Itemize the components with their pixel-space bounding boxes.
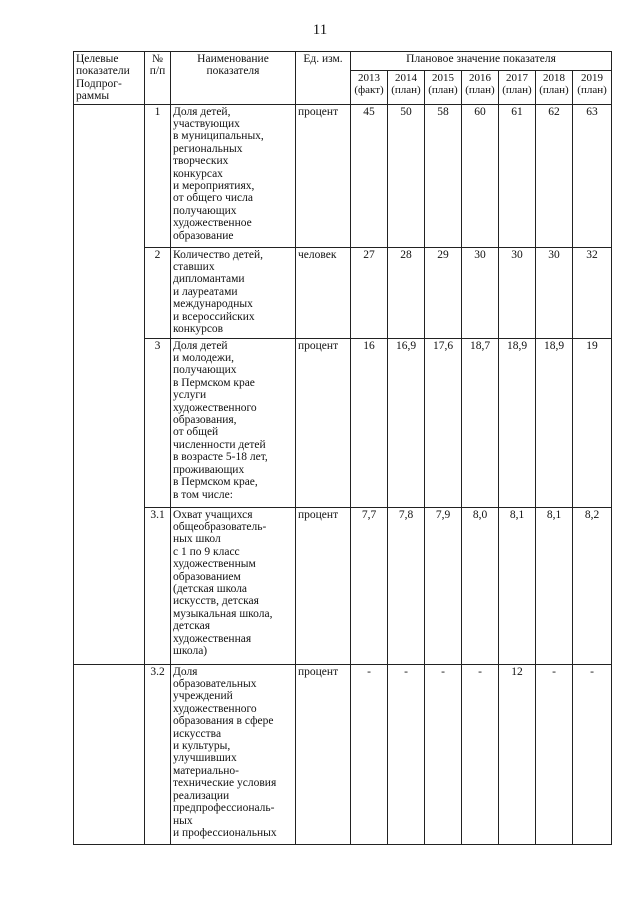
value-cell: 7,9 <box>425 507 462 664</box>
goal-cell-empty <box>74 664 145 844</box>
header-row-1 <box>74 52 612 71</box>
header-year: 2014 (план) <box>388 71 425 105</box>
indicator-unit: процент <box>296 507 351 664</box>
value-cell: 16,9 <box>388 338 425 507</box>
indicator-name: Доля детей и молодежи, получающих в Пермском крае услуги художественного образования, от общей численности детей в возрасте 5-18 лет, проживающих в Пермском крае, в том числе: <box>171 338 296 507</box>
value-cell: 18,9 <box>499 338 536 507</box>
value-cell: 8,1 <box>536 507 573 664</box>
value-cell: 30 <box>499 247 536 338</box>
table-row <box>74 664 612 844</box>
value-cell: 58 <box>425 104 462 247</box>
header-year: 2018 (план) <box>536 71 573 105</box>
header-goal: Целевые показатели Подпрог-раммы <box>74 52 145 105</box>
header-year: 2013 (факт) <box>351 71 388 105</box>
value-cell: 7,7 <box>351 507 388 664</box>
value-cell: - <box>388 664 425 844</box>
table-row <box>74 338 612 507</box>
value-cell: 8,1 <box>499 507 536 664</box>
page-number: 11 <box>312 22 328 38</box>
header-unit: Ед. изм. <box>296 52 351 105</box>
goal-cell-empty <box>74 104 145 664</box>
value-cell: 16 <box>351 338 388 507</box>
indicator-unit: процент <box>296 664 351 844</box>
header-year: 2016 (план) <box>462 71 499 105</box>
indicator-unit: процент <box>296 338 351 507</box>
row-number: 3 <box>145 338 171 507</box>
value-cell: 32 <box>573 247 612 338</box>
value-cell: 62 <box>536 104 573 247</box>
value-cell: 27 <box>351 247 388 338</box>
indicator-name: Доля детей, участвующих в муниципальных, региональных творческих конкурсах и мероприятиях, от общего числа получающих художественное образование <box>171 104 296 247</box>
header-year: 2017 (план) <box>499 71 536 105</box>
value-cell: 29 <box>425 247 462 338</box>
value-cell: - <box>536 664 573 844</box>
value-cell: 60 <box>462 104 499 247</box>
indicator-name: Количество детей, ставших дипломантами и лауреатами международных и всероссийских конкурсов <box>171 247 296 338</box>
value-cell: 18,9 <box>536 338 573 507</box>
value-cell: - <box>462 664 499 844</box>
header-plan: Плановое значение показателя <box>351 52 612 71</box>
row-number: 3.1 <box>145 507 171 664</box>
table-row <box>74 247 612 338</box>
value-cell: - <box>425 664 462 844</box>
value-cell: 18,7 <box>462 338 499 507</box>
value-cell: 19 <box>573 338 612 507</box>
value-cell: - <box>573 664 612 844</box>
header-name: Наименование показателя <box>171 52 296 105</box>
indicators-table <box>73 51 612 845</box>
value-cell: 8,2 <box>573 507 612 664</box>
header-year: 2019 (план) <box>573 71 612 105</box>
value-cell: 12 <box>499 664 536 844</box>
row-number: 3.2 <box>145 664 171 844</box>
header-year: 2015 (план) <box>425 71 462 105</box>
value-cell: 8,0 <box>462 507 499 664</box>
value-cell: 30 <box>462 247 499 338</box>
indicator-name: Доля образовательных учреждений художественного образования в сфере искусства и культуры, улучшивших материально- технические условия реализации предпрофессиональ- ных и профессиональных <box>171 664 296 844</box>
value-cell: 63 <box>573 104 612 247</box>
value-cell: - <box>351 664 388 844</box>
row-number: 1 <box>145 104 171 247</box>
value-cell: 45 <box>351 104 388 247</box>
indicator-unit: человек <box>296 247 351 338</box>
header-num: № п/п <box>145 52 171 105</box>
value-cell: 17,6 <box>425 338 462 507</box>
table-row <box>74 507 612 664</box>
value-cell: 28 <box>388 247 425 338</box>
indicator-name: Охват учащихся общеобразователь- ных школ с 1 по 9 класс художественным образованием (детская школа искусств, детская музыкальная школа, детская художественная школа) <box>171 507 296 664</box>
value-cell: 7,8 <box>388 507 425 664</box>
table-row <box>74 104 612 247</box>
indicator-unit: процент <box>296 104 351 247</box>
value-cell: 30 <box>536 247 573 338</box>
value-cell: 50 <box>388 104 425 247</box>
value-cell: 61 <box>499 104 536 247</box>
row-number: 2 <box>145 247 171 338</box>
